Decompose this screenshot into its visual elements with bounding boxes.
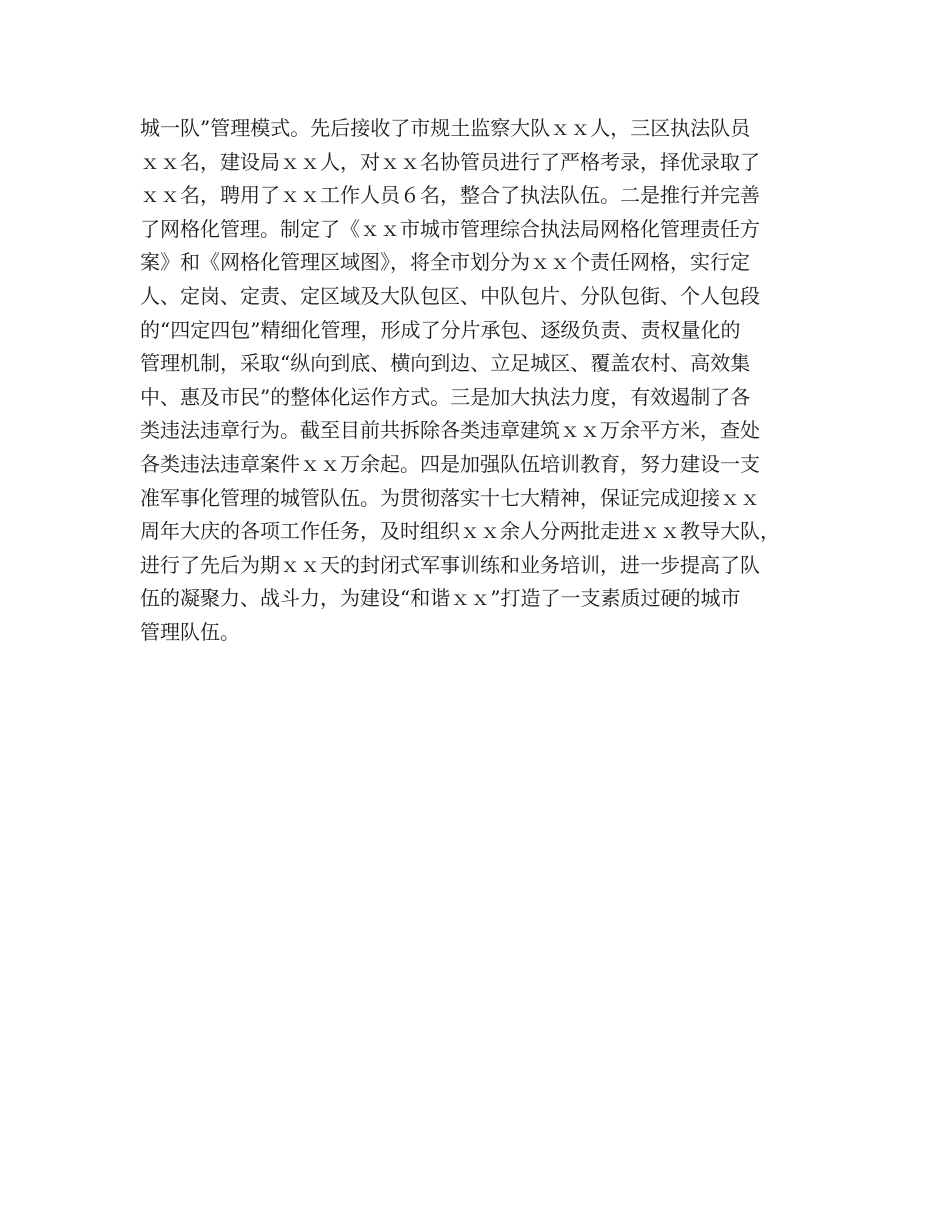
text-line: 准军事化管理的城管队伍。为贯彻落实十七大精神，保证完成迎接ｘｘ xyxy=(140,485,760,510)
text-line: 各类违法违章案件ｘｘ万余起。四是加强队伍培训教育，努力建设一支 xyxy=(140,451,760,476)
text-line: 了网格化管理。制定了《ｘｘ市城市管理综合执法局网格化管理责任方 xyxy=(140,216,760,241)
text-line: 进行了先后为期ｘｘ天的封闭式军事训练和业务培训，进一步提高了队 xyxy=(140,552,760,577)
text-line: 管理队伍。 xyxy=(140,619,240,644)
text-line: 中、惠及市民”的整体化运作方式。三是加大执法力度，有效遏制了各 xyxy=(140,384,751,409)
text-line: 案》和《网格化管理区域图》，将全市划分为ｘｘ个责任网格，实行定 xyxy=(140,250,750,275)
text-line: 管理机制，采取“纵向到底、横向到边、立足城区、覆盖农村、高效集 xyxy=(140,351,751,376)
text-line: ｘｘ名，建设局ｘｘ人，对ｘｘ名协管员进行了严格考录，择优录取了 xyxy=(140,149,760,174)
text-line: 的“四定四包”精细化管理，形成了分片承包、逐级负责、责权量化的 xyxy=(140,317,741,342)
text-line: 周年大庆的各项工作任务，及时组织ｘｘ余人分两批走进ｘｘ教导大队， xyxy=(140,519,780,544)
text-line: 城一队”管理模式。先后接收了市规土监察大队ｘｘ人，三区执法队员 xyxy=(140,116,751,140)
text-line: 人、定岗、定责、定区域及大队包区、中队包片、分队包街、个人包段 xyxy=(140,283,760,308)
body-paragraph xyxy=(140,112,830,650)
text-line: ｘｘ名，聘用了ｘｘ工作人员６名，整合了执法队伍。二是推行并完善 xyxy=(140,183,760,208)
text-line: 类违法违章行为。截至目前共拆除各类违章建筑ｘｘ万余平方米，查处 xyxy=(140,418,760,443)
text-line: 伍的凝聚力、战斗力，为建设“和谐ｘｘ”打造了一支素质过硬的城市 xyxy=(140,586,741,611)
